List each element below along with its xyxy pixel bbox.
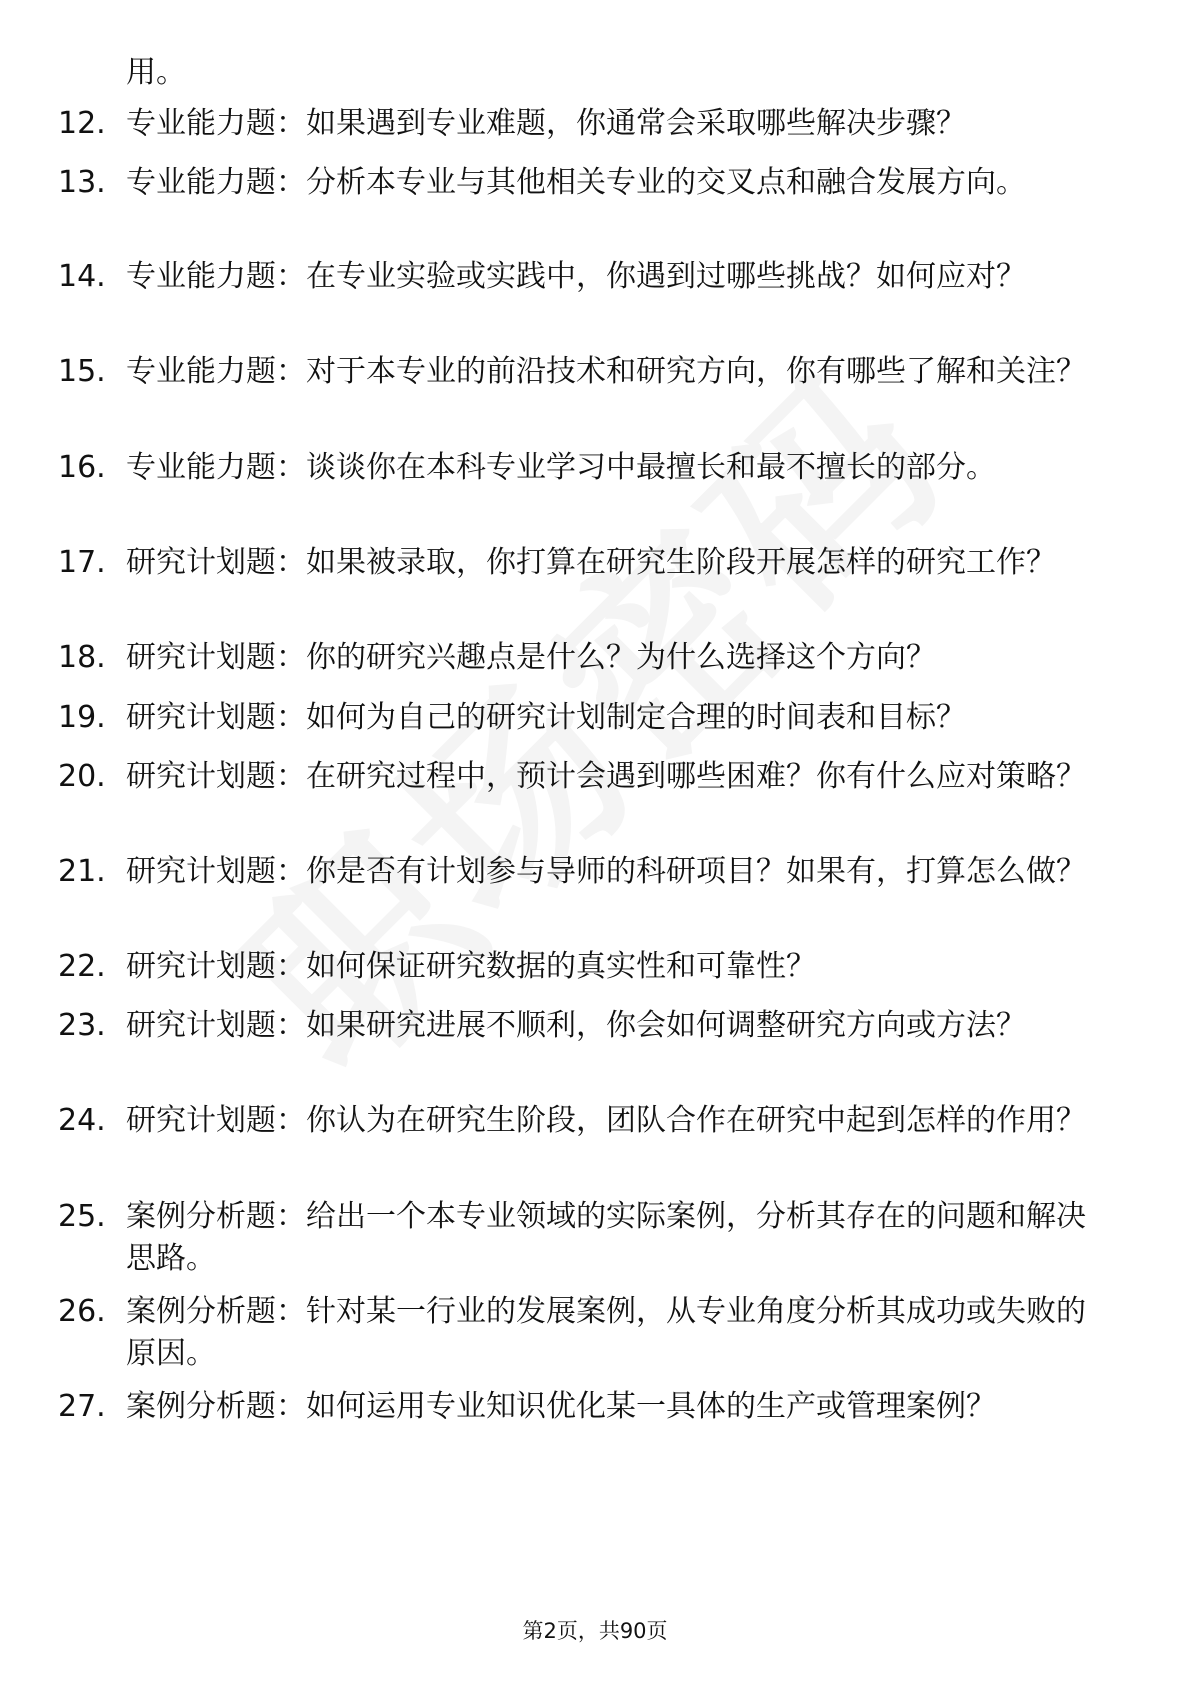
question-body: [126, 1196, 1106, 1280]
question-number: 22.: [58, 949, 106, 984]
question-number: 27.: [58, 1389, 106, 1424]
question-text: 给出一个本专业领域的实际案例，分析其存在的问题和解决思路。: [126, 1199, 1086, 1276]
question-text: 如果被录取，你打算在研究生阶段开展怎样的研究工作？: [306, 545, 1056, 580]
question-type: 研究计划题：: [126, 640, 306, 675]
question-number: 20.: [58, 759, 106, 794]
question-type: 案例分析题：: [126, 1199, 306, 1234]
question-number: 25.: [58, 1199, 106, 1234]
question-number: 18.: [58, 640, 106, 675]
question-type: 专业能力题：: [126, 450, 306, 485]
question-type: 专业能力题：: [126, 106, 306, 141]
question-body: [126, 697, 1106, 739]
question-number: 24.: [58, 1103, 106, 1138]
question-type: 研究计划题：: [126, 1008, 306, 1043]
question-text: 你认为在研究生阶段，团队合作在研究中起到怎样的作用？: [306, 1103, 1086, 1138]
question-number: 19.: [58, 700, 106, 735]
question-body: [126, 756, 1106, 798]
question-number: 26.: [58, 1294, 106, 1329]
question-body: [126, 542, 1106, 584]
question-text: 如果研究进展不顺利，你会如何调整研究方向或方法？: [306, 1008, 1026, 1043]
question-body: [126, 256, 1106, 298]
question-text: 如果遇到专业难题，你通常会采取哪些解决步骤？: [306, 106, 966, 141]
question-number: 13.: [58, 165, 106, 200]
question-text: 在专业实验或实践中，你遇到过哪些挑战？如何应对？: [306, 259, 1026, 294]
question-text: 你是否有计划参与导师的科研项目？如果有，打算怎么做？: [306, 854, 1086, 889]
question-body: [126, 946, 1106, 988]
question-body: [126, 851, 1106, 893]
question-text: 你的研究兴趣点是什么？为什么选择这个方向？: [306, 640, 936, 675]
question-type: 研究计划题：: [126, 1103, 306, 1138]
question-body: [126, 162, 1106, 204]
question-text: 分析本专业与其他相关专业的交叉点和融合发展方向。: [306, 165, 1026, 200]
question-text: 如何为自己的研究计划制定合理的时间表和目标？: [306, 700, 966, 735]
question-number: 23.: [58, 1008, 106, 1043]
question-number: 12.: [58, 106, 106, 141]
question-type: 案例分析题：: [126, 1294, 306, 1329]
question-type: 专业能力题：: [126, 259, 306, 294]
question-number: 21.: [58, 854, 106, 889]
question-body: [126, 1005, 1106, 1047]
question-type: 案例分析题：: [126, 1389, 306, 1424]
question-number: 15.: [58, 354, 106, 389]
question-number: 14.: [58, 259, 106, 294]
question-text: 在研究过程中，预计会遇到哪些困难？你有什么应对策略？: [306, 759, 1086, 794]
question-body: [126, 447, 1106, 489]
question-body: [126, 637, 1106, 679]
question-body: [126, 103, 1106, 145]
question-type: 研究计划题：: [126, 545, 306, 580]
page-number: 第2页，共90页: [522, 1619, 668, 1643]
question-body: [126, 1100, 1106, 1142]
question-text: 如何保证研究数据的真实性和可靠性？: [306, 949, 816, 984]
question-body: [126, 351, 1106, 393]
question-type: 专业能力题：: [126, 354, 306, 389]
question-type: 研究计划题：: [126, 949, 306, 984]
question-type: 研究计划题：: [126, 854, 306, 889]
question-type: 研究计划题：: [126, 759, 306, 794]
question-number: 17.: [58, 545, 106, 580]
question-type: 研究计划题：: [126, 700, 306, 735]
question-number: 16.: [58, 450, 106, 485]
question-text: 针对某一行业的发展案例，从专业角度分析其成功或失败的原因。: [126, 1294, 1086, 1371]
question-text: 如何运用专业知识优化某一具体的生产或管理案例？: [306, 1389, 996, 1424]
question-body: [126, 1291, 1106, 1375]
continuation-text: 用。: [126, 55, 186, 90]
question-type: 专业能力题：: [126, 165, 306, 200]
question-text: 谈谈你在本科专业学习中最擅长和最不擅长的部分。: [306, 450, 996, 485]
question-body: [126, 1386, 1106, 1428]
question-text: 对于本专业的前沿技术和研究方向，你有哪些了解和关注？: [306, 354, 1086, 389]
